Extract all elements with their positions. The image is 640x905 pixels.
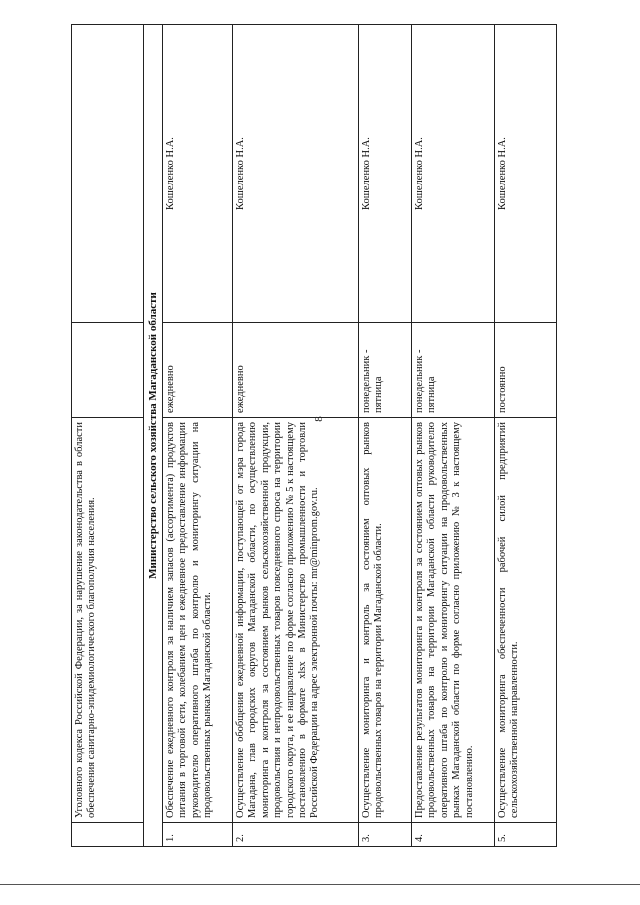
page-number: 8 (313, 416, 325, 422)
table-row (359, 25, 412, 847)
period-text: понедельник - пятница (412, 323, 495, 418)
table-row (495, 25, 557, 847)
row-number: 2. (233, 823, 359, 847)
period-text: ежедневно (163, 323, 233, 418)
measure-cell: Уголовного кодекса Российской Федерации, за нарушение законодательства в области обеспечения санитарно-эпидемиологического благополучия населения. (72, 418, 144, 823)
period-text: понедельник - пятница (359, 323, 412, 418)
section-title: Министерство сельского хозяйства Магаданской области (144, 25, 163, 847)
row-number: 3. (359, 823, 412, 847)
row-number: 1. (163, 823, 233, 847)
row-number: 5. (495, 823, 557, 847)
responsible-text: Кошеленко Н.А. (495, 25, 557, 323)
measure-text: Осуществление мониторинга и контроль за состоянием оптовых рынков продовольственных товаров на территории Магаданской области. (359, 418, 412, 823)
table-row (72, 25, 144, 847)
period-text: ежедневно (233, 323, 359, 418)
responsible-text: Кошеленко Н.А. (163, 25, 233, 323)
responsible-text: Кошеленко Н.А. (233, 25, 359, 323)
responsible-text: Кошеленко Н.А. (412, 25, 495, 323)
measures-table (71, 24, 557, 847)
section-row (144, 25, 163, 847)
page-bottom-edge (0, 884, 640, 885)
period-cell (72, 323, 144, 418)
table-row (163, 25, 233, 847)
measure-text: Осуществление обобщения ежедневной информации, поступающей от мэра города Магадана, глав городских округов Магаданской области, по осуществлению мониторинга и контроля за состоянием рынков сельскохозяйственной продукции, продовольствия и непродовольственных товаров повседневного спроса на территории городского округа, и ее направление по форме согласно приложению № 5 к настоящему постановлению в формате xlsx в Министерство промышленности и торговли Российской Федерации на адрес электронной почты: mr@minprom.gov.ru. (233, 418, 359, 823)
table-row (233, 25, 359, 847)
measure-text: Обеспечение ежедневного контроля за наличием запасов (ассортимента) продуктов питания в торговой сети, колебанием цен и ежедневное предоставление информации руководителю оперативного штаба по контролю и мониторингу ситуации на продовольственных рынках Магаданской области. (163, 418, 233, 823)
rotated-table-container (71, 25, 556, 847)
period-text: постоянно (495, 323, 557, 418)
responsible-text: Кошеленко Н.А. (359, 25, 412, 323)
measure-text: Осуществление мониторинга обеспеченности рабочей силой предприятий сельскохозяйственной направленности. (495, 418, 557, 823)
row-number: 4. (412, 823, 495, 847)
table-row (412, 25, 495, 847)
row-num-cell (72, 823, 144, 847)
responsible-cell (72, 25, 144, 323)
measure-text: Предоставление результатов мониторинга и контроля за состоянием оптовых рынков продовольственных товаров на территории Магаданской области руководителю оперативного штаба по контролю и мониторингу ситуации на продовольственных рынках Магаданской области по форме согласно приложению № 3 к настоящему постановлению. (412, 418, 495, 823)
